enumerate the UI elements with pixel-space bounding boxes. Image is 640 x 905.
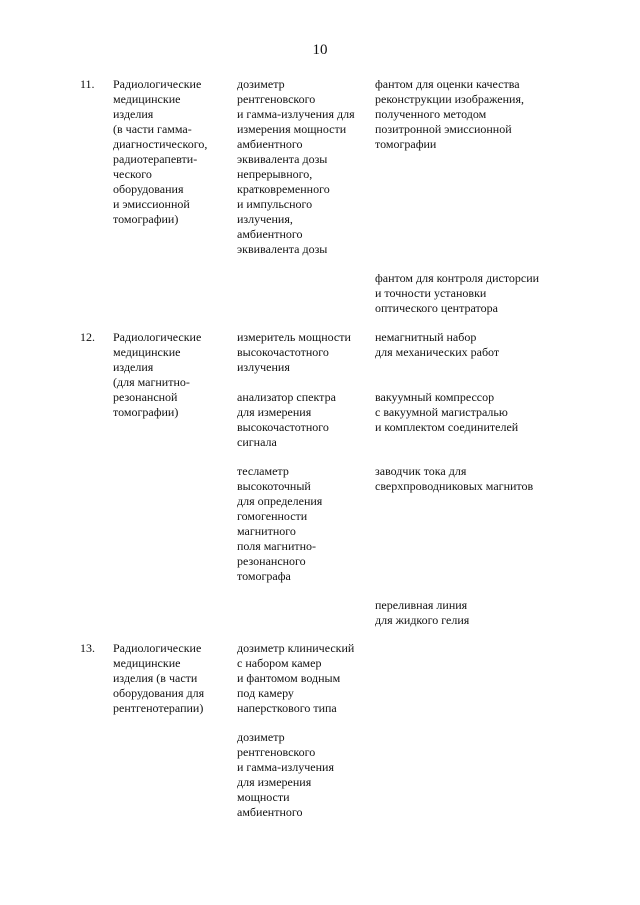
- auxiliary-line: сверхпроводниковых магнитов: [375, 479, 534, 493]
- category-line: изделия: [113, 107, 154, 121]
- auxiliary-line: переливная линия: [375, 598, 468, 612]
- instrument-line: гомогенности: [237, 509, 308, 523]
- auxiliary-line: фантом для контроля дисторсии: [375, 271, 540, 285]
- instrument-line: резонансного: [237, 554, 306, 568]
- category-line: диагностического,: [113, 137, 208, 151]
- instrument-line: излучения: [237, 360, 290, 374]
- category-line: томографии): [113, 212, 179, 226]
- auxiliary-line: реконструкции изображения,: [375, 92, 524, 106]
- category-line: медицинские: [113, 345, 181, 359]
- instrument-item: [237, 730, 367, 820]
- instrument-line: поля магнитно-: [237, 539, 317, 553]
- instrument-item: [237, 390, 367, 450]
- instrument-item: [237, 464, 367, 584]
- instrument-line: дозиметр: [237, 730, 285, 744]
- instrument-line: и гамма-излучения для: [237, 107, 355, 121]
- category-line: изделия (в части: [113, 671, 198, 685]
- category-line: Радиологические: [113, 330, 202, 344]
- auxiliary-line: томографии: [375, 137, 437, 151]
- auxiliary-line: и комплектом соединителей: [375, 420, 519, 434]
- instrument-item: [237, 641, 367, 716]
- row-number: 12.: [80, 330, 95, 344]
- instrument-line: наперсткового типа: [237, 701, 337, 715]
- instrument-line: высокочастотного: [237, 420, 329, 434]
- page-number: 10: [312, 42, 328, 58]
- instrument-line: анализатор спектра: [237, 390, 336, 404]
- category-line: Радиологические: [113, 77, 202, 91]
- category-line: ческого: [113, 167, 152, 181]
- instrument-line: высокоточный: [237, 479, 311, 493]
- auxiliary-line: для жидкого гелия: [375, 613, 470, 627]
- instrument-line: сигнала: [237, 435, 277, 449]
- auxiliary-line: позитронной эмиссионной: [375, 122, 512, 136]
- auxiliary-line: с вакуумной магистралью: [375, 405, 508, 419]
- row-number: 13.: [80, 641, 95, 655]
- instrument-line: для измерения: [237, 405, 312, 419]
- instrument-line: амбиентного: [237, 137, 303, 151]
- instrument-line: рентгеновского: [237, 745, 316, 759]
- auxiliary-item: [375, 598, 565, 628]
- instrument-item: [237, 77, 367, 257]
- auxiliary-line: немагнитный набор: [375, 330, 477, 344]
- instrument-line: измерения мощности: [237, 122, 347, 136]
- category-line: оборудования для: [113, 686, 205, 700]
- equipment-category: [113, 330, 231, 420]
- instrument-line: дозиметр клинический: [237, 641, 355, 655]
- instrument-line: с набором камер: [237, 656, 322, 670]
- equipment-category: [113, 77, 231, 227]
- instrument-line: и импульсного: [237, 197, 313, 211]
- instrument-line: высокочастотного: [237, 345, 329, 359]
- auxiliary-item: [375, 464, 565, 494]
- instrument-line: для определения: [237, 494, 323, 508]
- instrument-line: и фантомом водным: [237, 671, 341, 685]
- instrument-line: рентгеновского: [237, 92, 316, 106]
- instrument-line: непрерывного,: [237, 167, 313, 181]
- auxiliary-line: полученного методом: [375, 107, 487, 121]
- auxiliary-line: и точности установки: [375, 286, 487, 300]
- instrument-line: амбиентного: [237, 227, 303, 241]
- category-line: резонансной: [113, 390, 178, 404]
- category-line: оборудования: [113, 182, 184, 196]
- category-line: изделия: [113, 360, 154, 374]
- instrument-line: под камеру: [237, 686, 294, 700]
- auxiliary-line: для механических работ: [375, 345, 500, 359]
- instrument-item: [237, 330, 367, 375]
- category-line: радиотерапевти-: [113, 152, 198, 166]
- equipment-category: [113, 641, 231, 716]
- auxiliary-item: [375, 77, 565, 152]
- row-number: 11.: [80, 77, 95, 91]
- category-line: томографии): [113, 405, 179, 419]
- auxiliary-item: [375, 271, 565, 316]
- instrument-line: для измерения: [237, 775, 312, 789]
- instrument-line: эквивалента дозы: [237, 152, 328, 166]
- instrument-line: тесламетр: [237, 464, 289, 478]
- instrument-line: магнитного: [237, 524, 296, 538]
- instrument-line: кратковременного: [237, 182, 330, 196]
- instrument-line: томографа: [237, 569, 291, 583]
- instrument-line: дозиметр: [237, 77, 285, 91]
- category-line: медицинские: [113, 656, 181, 670]
- auxiliary-item: [375, 330, 565, 360]
- category-line: (для магнитно-: [113, 375, 190, 389]
- instrument-line: мощности: [237, 790, 290, 804]
- auxiliary-line: заводчик тока для: [375, 464, 467, 478]
- instrument-line: излучения,: [237, 212, 293, 226]
- auxiliary-line: вакуумный компрессор: [375, 390, 495, 404]
- auxiliary-line: оптического центратора: [375, 301, 498, 315]
- auxiliary-line: фантом для оценки качества: [375, 77, 520, 91]
- instrument-line: и гамма-излучения: [237, 760, 334, 774]
- instrument-line: измеритель мощности: [237, 330, 351, 344]
- instrument-line: эквивалента дозы: [237, 242, 328, 256]
- category-line: рентгенотерапии): [113, 701, 204, 715]
- category-line: (в части гамма-: [113, 122, 192, 136]
- category-line: и эмиссионной: [113, 197, 190, 211]
- category-line: медицинские: [113, 92, 181, 106]
- auxiliary-item: [375, 390, 565, 435]
- category-line: Радиологические: [113, 641, 202, 655]
- instrument-line: амбиентного: [237, 805, 303, 819]
